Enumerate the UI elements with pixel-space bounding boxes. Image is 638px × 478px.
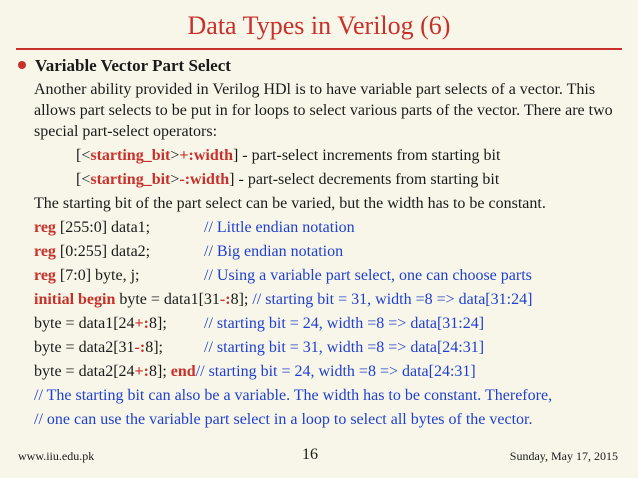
slide-title: Data Types in Verilog (6) [187, 11, 451, 40]
footer-website: www.iiu.edu.pk [18, 449, 95, 463]
constraint-note: The starting bit of the part select can be varied, but the width has to be constant. [34, 195, 546, 212]
bullet-item [18, 55, 618, 76]
footer-date: Sunday, May 17, 2015 [509, 449, 618, 463]
slide-body [18, 55, 618, 430]
intro-paragraph: Another ability provided in Verilog HDl is to have variable part selects of a vector. This allows part selects to be put in for loops to select various parts of the vector. There are two special part-select operators: [34, 81, 613, 140]
code-line-4: initial begin byte = data1[31-:8]; // starting bit = 31, width =8 => data[31:24] [34, 291, 533, 308]
code-line-6: byte = data2[31-:8]; // starting bit = 31, width =8 => data[24:31] [34, 339, 485, 356]
section-heading: Variable Vector Part Select [35, 56, 231, 75]
title-divider [16, 48, 622, 50]
code-line-3: reg [7:0] byte, j; // Using a variable part select, one can choose parts [34, 267, 532, 284]
operator-increment: [<starting_bit>+:width] - part-select increments from starting bit [76, 147, 501, 164]
code-line-5: byte = data1[24+:8]; // starting bit = 24, width =8 => data[31:24] [34, 315, 485, 332]
code-line-2: reg [0:255] data2; // Big endian notation [34, 243, 344, 260]
code-comment-line-8: // The starting bit can also be a variable. The width has to be constant. Therefore, [34, 387, 553, 404]
bullet-dot-icon [18, 61, 26, 69]
operator-decrement: [<starting_bit>-:width] - part-select decrements from starting bit [76, 171, 500, 188]
footer-page-number: 16 [302, 446, 318, 463]
code-line-1: reg [255:0] data1; // Little endian notation [34, 219, 355, 236]
code-line-7: byte = data2[24+:8]; end// starting bit = 24, width =8 => data[24:31] [34, 363, 476, 380]
code-comment-line-9: // one can use the variable part select in a loop to select all bytes of the vector. [34, 411, 533, 428]
